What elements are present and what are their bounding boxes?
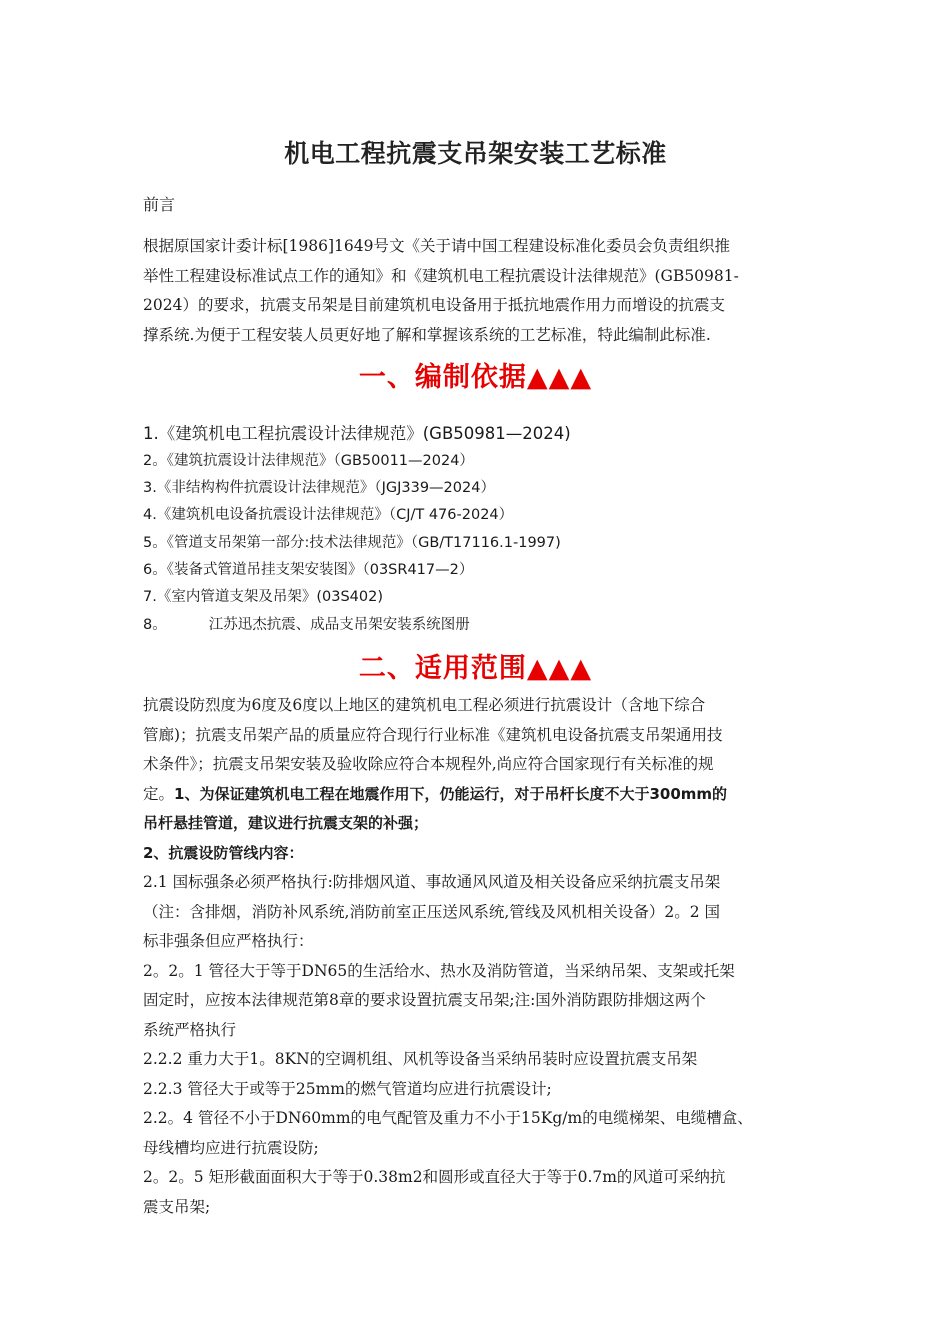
scope-line: 2.2。4 管径不小于DN60mm的电气配管及重力不小于15Kg/m的电缆梯架、电缆槽盒、 [143,1109,753,1127]
preface-line: 2024）的要求，抗震支吊架是目前建筑机电设备用于抵抗地震作用力而增设的抗震支 [143,296,725,314]
reference-item: 7.《室内管道支架及吊架》(03S402) [143,589,383,605]
scope-line: 2。2。5 矩形截面面积大于等于0.38m2和圆形或直径大于等于0.7m的风道可采纳抗 [143,1168,726,1186]
scope-line: 2。2。1 管径大于等于DN65的生活给水、热水及消防管道，当采纳吊架、支架或托架 [143,961,735,980]
preface-paragraph [143,232,811,350]
reference-item: 3.《非结构构件抗震设计法律规范》（JGJ339—2024） [143,480,495,496]
preface-line: 根据原国家计委计标[1986]1649号文《关于请中国工程建设标准化委员会负责组织推 [143,237,730,255]
scope-line: 系统严格执行 [143,1020,237,1039]
page-title: 机电工程抗震支吊架安装工艺标准 [284,139,667,168]
reference-text: 江苏迅杰抗震、成品支吊架安装系统图册 [208,617,470,633]
reference-item: 6。《装备式管道吊挂支架安装图》（03SR417—2） [143,562,474,578]
scope-line: 抗震设防烈度为6度及6度以上地区的建筑机电工程必须进行抗震设计（含地下综合 [143,696,706,714]
scope-body [143,691,811,1222]
scope-bold-point-2: 2、抗震设防管线内容： [143,843,304,862]
scope-bold-point-1-cont: 吊杆悬挂管道，建议进行抗震支架的补强； [143,814,429,832]
scope-line: 固定时，应按本法律规范第8章的要求设置抗震支吊架;注:国外消防跟防排烟这两个 [143,991,706,1009]
scope-line: 2.2.2 重力大于1。8KN的空调机组、风机等设备当采纳吊装时应设置抗震支吊架 [143,1050,698,1068]
section-heading-basis: 一、编制依据▲▲▲ [358,362,593,393]
preface-line: 举性工程建设标准试点工作的通知》和《建筑机电工程抗震设计法律规范》(GB50981- [143,266,739,285]
scope-line: 术条件》；抗震支吊架安装及验收除应符合本规程外,尚应符合国家现行有关标准的规 [143,755,714,773]
preface-line: 撑系统.为便于工程安装人员更好地了解和掌握该系统的工艺标准，特此编制此标准. [143,325,711,344]
scope-tail: 定。 [143,784,175,803]
scope-line: 管廊)；抗震支吊架产品的质量应符合现行行业标准《建筑机电设备抗震支吊架通用技 [143,725,723,744]
scope-line: 母线槽均应进行抗震设防; [143,1138,319,1157]
scope-line: 震支吊架; [143,1197,211,1216]
scope-line [143,780,811,810]
preface-label: 前言 [143,195,176,214]
scope-bold-point-1: 1、为保证建筑机电工程在地震作用下，仍能运行，对于吊杆长度不大于300mm的 [174,784,728,803]
reference-item [143,613,470,634]
reference-item: 5。《管道支吊架第一部分:技术法律规范》（GB/T17116.1-1997) [143,535,561,551]
scope-line: （注：含排烟，消防补风系统,消防前室正压送风系统,管线及风机相关设备）2。2 国 [143,902,721,921]
section-heading-scope: 二、适用范围▲▲▲ [358,653,593,684]
scope-line [143,809,811,839]
reference-number: 8。 [143,617,167,633]
scope-line [143,839,811,869]
reference-item: 1.《建筑机电工程抗震设计法律规范》(GB50981—2024) [143,424,571,443]
reference-item: 2。《建筑抗震设计法律规范》（GB50011—2024） [143,453,474,469]
scope-line: 2.2.3 管径大于或等于25mm的燃气管道均应进行抗震设计; [143,1079,552,1098]
scope-line: 标非强条但应严格执行： [143,932,314,950]
reference-item: 4.《建筑机电设备抗震设计法律规范》（CJ/T 476-2024） [143,507,514,523]
scope-line: 2.1 国标强条必须严格执行:防排烟风道、事故通风风道及相关设备应采纳抗震支吊架 [143,873,721,891]
